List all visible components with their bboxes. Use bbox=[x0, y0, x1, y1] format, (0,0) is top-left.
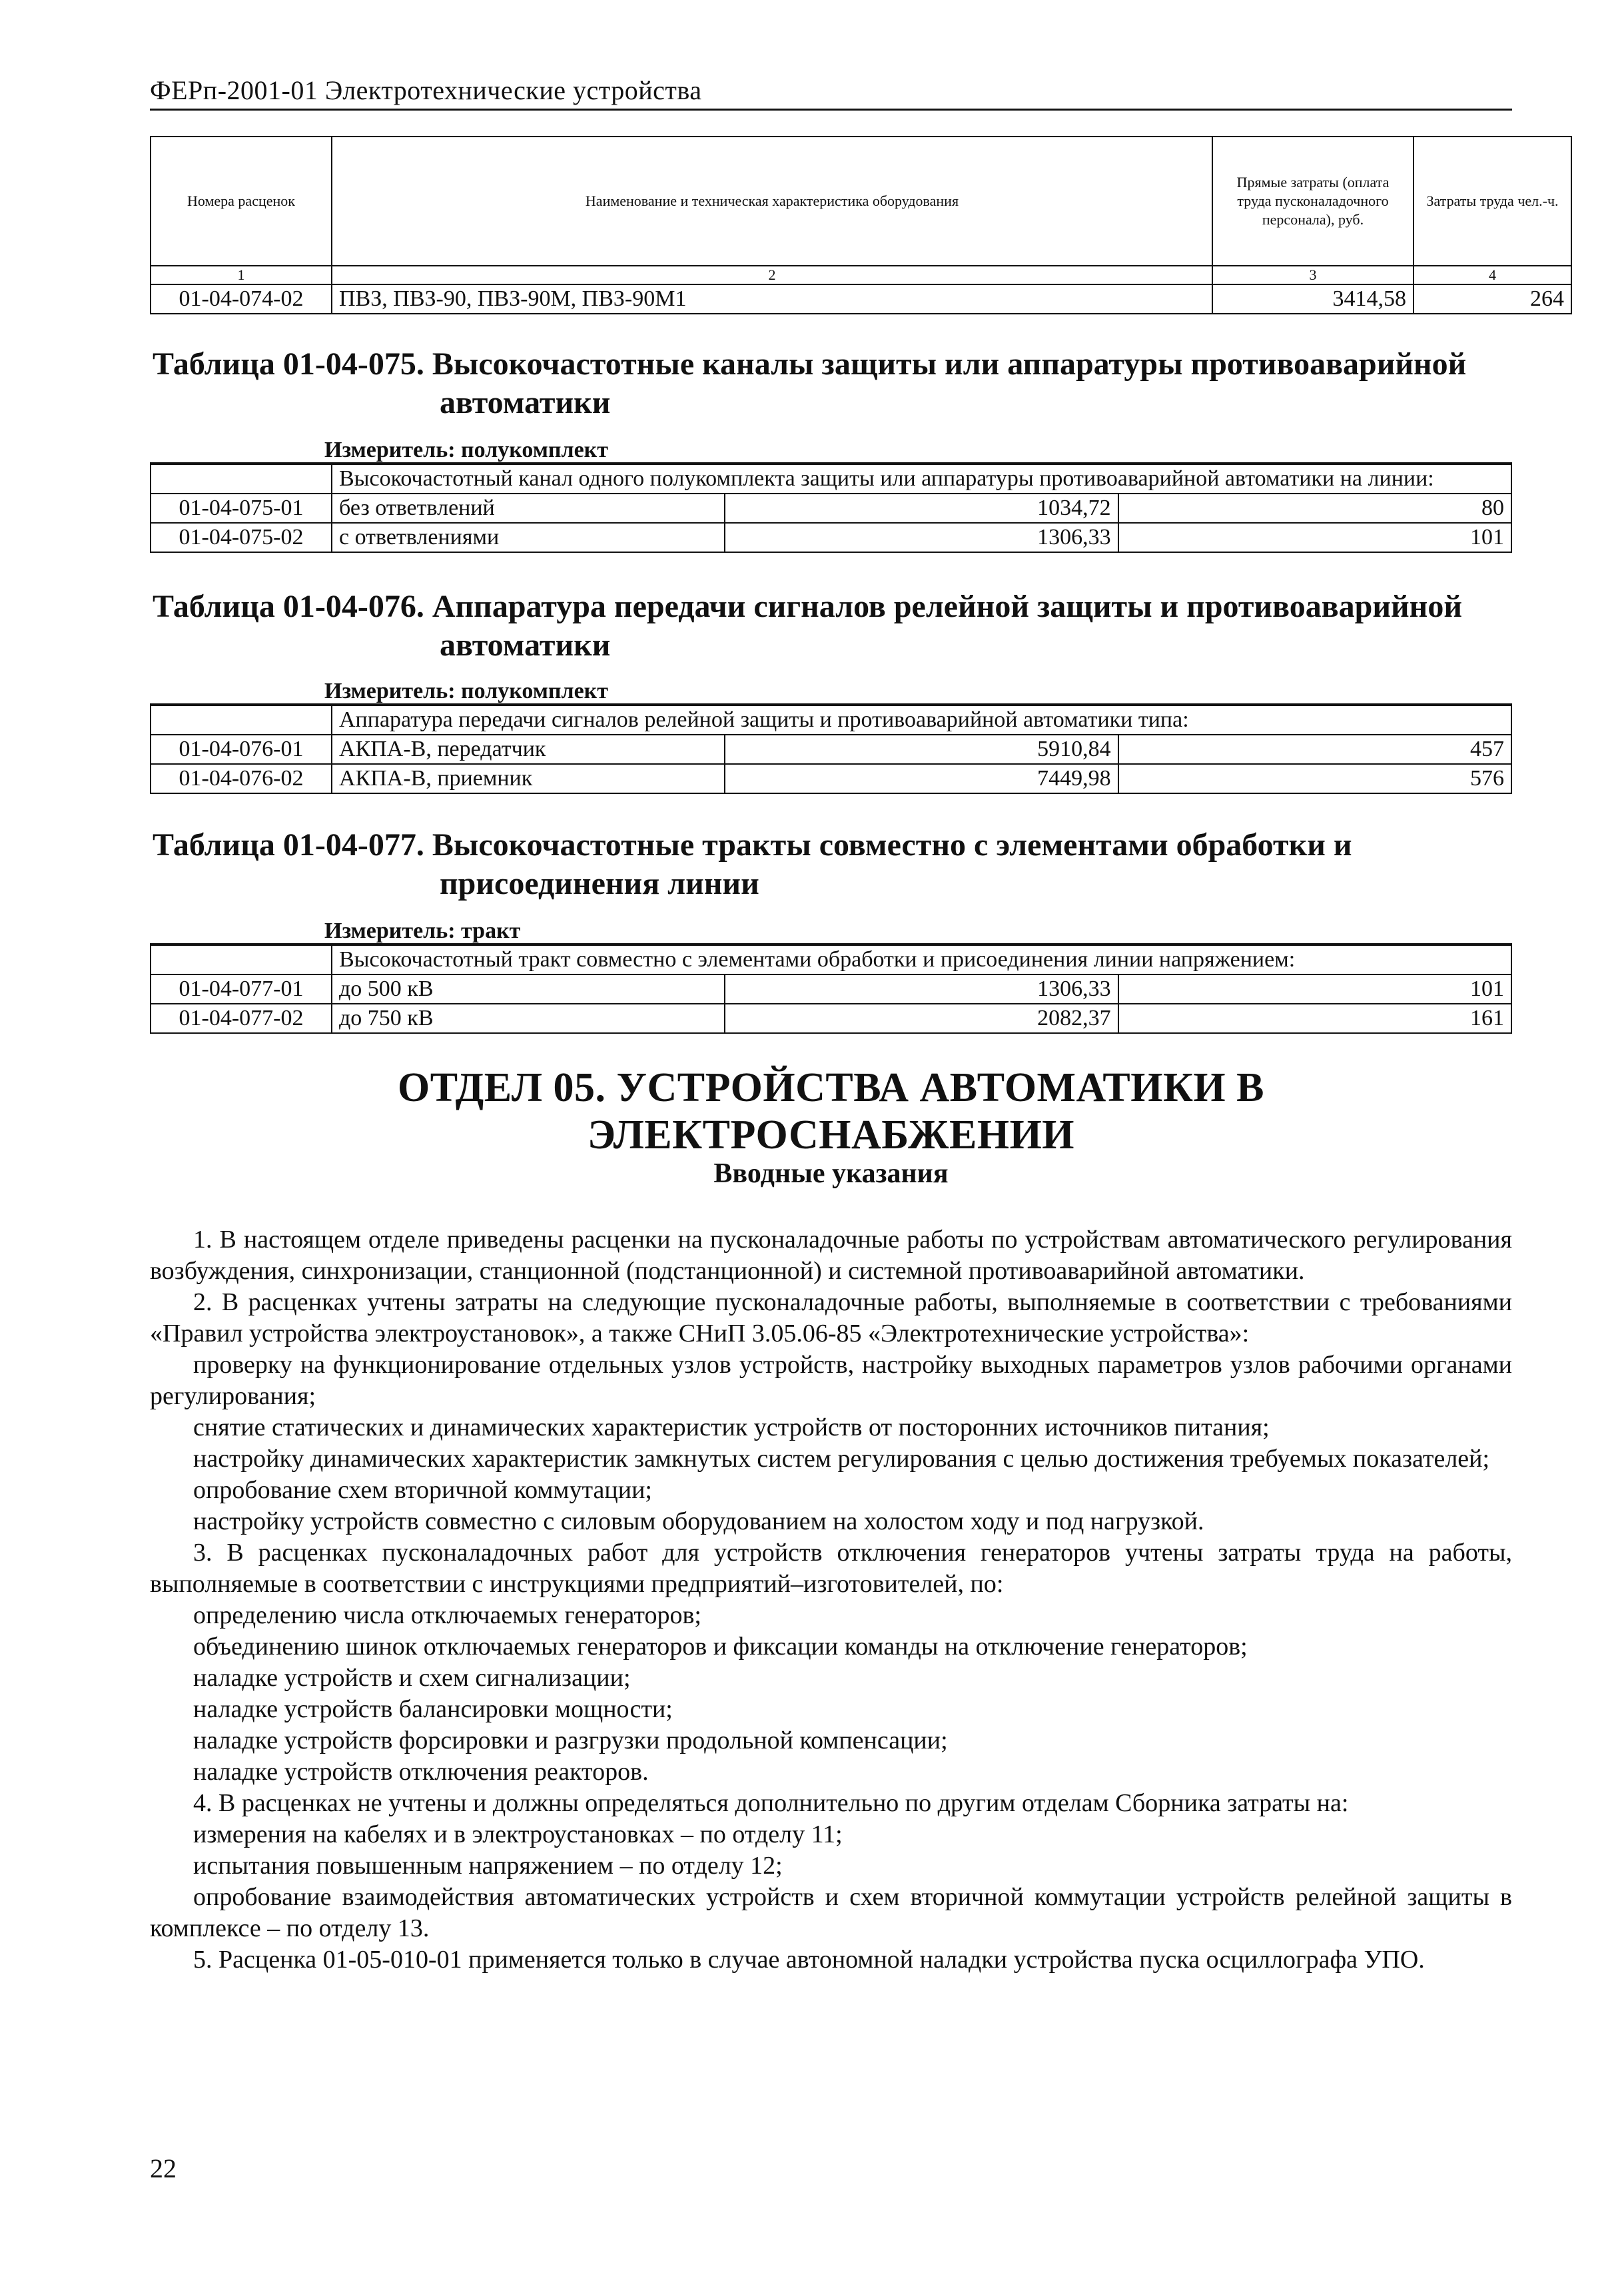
row-code: 01-04-076-01 bbox=[151, 735, 332, 764]
paragraph: наладке устройств форсировки и разгрузки продольной компенсации; bbox=[193, 1726, 948, 1754]
measure-row bbox=[150, 918, 1512, 945]
row-cost: 5910,84 bbox=[725, 735, 1118, 764]
row-labor: 457 bbox=[1118, 735, 1511, 764]
row-labor: 101 bbox=[1118, 974, 1511, 1004]
table-075-title bbox=[150, 345, 1512, 422]
row-labor: 80 bbox=[1118, 494, 1511, 523]
paragraph: опробование схем вторичной коммутации; bbox=[193, 1476, 652, 1504]
table-title-line: Таблица 01-04-077. Высокочастотные тракты совместно с элементами обработки и bbox=[153, 827, 1352, 863]
measure-row bbox=[150, 437, 1512, 464]
table-row bbox=[151, 974, 1511, 1004]
row-labor: 264 bbox=[1414, 284, 1571, 314]
measure-label: Измеритель: полукомплект bbox=[324, 438, 608, 462]
row-code: 01-04-074-02 bbox=[151, 284, 332, 314]
paragraph: объединению шинок отключаемых генераторов и фиксации команды на отключение генераторов; bbox=[193, 1633, 1248, 1661]
row-name: АКПА-В, передатчик bbox=[332, 735, 725, 764]
paragraph: 1. В настоящем отделе приведены расценки на пусконаладочные работы по устройствам автоматического регулирования возбуждения, синхронизации, станционной (подстанционной) и системной противоаварийной автоматики. bbox=[150, 1226, 1512, 1285]
measure-row bbox=[150, 678, 1512, 705]
paragraph: проверку на функционирование отдельных узлов устройств, настройку выходных параметров узлов рабочими органами регулирования; bbox=[150, 1351, 1512, 1410]
row-labor: 101 bbox=[1118, 523, 1511, 552]
body-text bbox=[150, 1224, 1512, 1976]
running-head: ФЕРп-2001-01 Электротехнические устройства bbox=[150, 75, 702, 105]
paragraph: наладке устройств балансировки мощности; bbox=[193, 1695, 673, 1723]
paragraph: опробование взаимодействия автоматических устройств и схем вторичной коммутации устройств релейной защиты в комплексе – по отделу 13. bbox=[150, 1883, 1512, 1942]
table-title-line: присоединения линии bbox=[440, 866, 759, 901]
paragraph: испытания повышенным напряжением – по отделу 12; bbox=[193, 1852, 783, 1880]
subsection-title: Вводные указания bbox=[713, 1158, 949, 1189]
row-description: Аппаратура передачи сигналов релейной защиты и противоаварийной автоматики типа: bbox=[332, 705, 1511, 735]
row-code: 01-04-077-02 bbox=[151, 1004, 332, 1033]
row-name: с ответвлениями bbox=[332, 523, 725, 552]
row-name: до 750 кВ bbox=[332, 1004, 725, 1033]
table-title-line: автоматики bbox=[440, 385, 611, 420]
row-cost: 1034,72 bbox=[725, 494, 1118, 523]
paragraph: 2. В расценках учтены затраты на следующие пусконаладочные работы, выполняемые в соответствии с требованиями «Правил устройства электроустановок», а также СНиП 3.05.06-85 «Электротехнические устройства»: bbox=[150, 1288, 1512, 1347]
paragraph: настройку динамических характеристик замкнутых систем регулирования с целью достижения требуемых показателей; bbox=[193, 1445, 1490, 1473]
paragraph: 5. Расценка 01-05-010-01 применяется только в случае автономной наладки устройства пуска осциллографа УПО. bbox=[193, 1946, 1425, 1974]
table-row bbox=[151, 945, 1511, 974]
paragraph: 4. В расценках не учтены и должны определяться дополнительно по другим отделам Сборника затраты на: bbox=[193, 1789, 1349, 1817]
header-table bbox=[150, 136, 1572, 314]
row-description: Высокочастотный канал одного полукомплекта защиты или аппаратуры противоаварийной автоматики на линии: bbox=[332, 464, 1511, 494]
paragraph: наладке устройств отключения реакторов. bbox=[193, 1758, 649, 1786]
header-labor: Затраты труда чел.-ч. bbox=[1414, 137, 1571, 266]
table-title-line: Таблица 01-04-076. Аппаратура передачи сигналов релейной защиты и противоаварийной bbox=[153, 589, 1462, 624]
table-076-title bbox=[150, 587, 1512, 665]
paragraph: измерения на кабелях и в электроустановках – по отделу 11; bbox=[193, 1820, 843, 1848]
column-number: 2 bbox=[332, 266, 1212, 284]
paragraph: наладке устройств и схем сигнализации; bbox=[193, 1664, 631, 1692]
row-cost: 3414,58 bbox=[1212, 284, 1414, 314]
row-name: ПВЗ, ПВЗ-90, ПВЗ-90М, ПВЗ-90М1 bbox=[332, 284, 1212, 314]
header-name: Наименование и техническая характеристика оборудования bbox=[332, 137, 1212, 266]
table-row bbox=[151, 764, 1511, 793]
table-row bbox=[151, 735, 1511, 764]
row-cost: 1306,33 bbox=[725, 974, 1118, 1004]
measure-label: Измеритель: тракт bbox=[324, 919, 521, 943]
row-labor: 161 bbox=[1118, 1004, 1511, 1033]
row-name: до 500 кВ bbox=[332, 974, 725, 1004]
table-row bbox=[151, 464, 1511, 494]
table-row bbox=[151, 523, 1511, 552]
row-code: 01-04-076-02 bbox=[151, 764, 332, 793]
row-code: 01-04-075-02 bbox=[151, 523, 332, 552]
paragraph: настройку устройств совместно с силовым оборудованием на холостом ходу и под нагрузкой. bbox=[193, 1507, 1204, 1535]
table-075 bbox=[150, 464, 1512, 553]
column-number: 1 bbox=[151, 266, 332, 284]
column-number: 4 bbox=[1414, 266, 1571, 284]
header-cost: Прямые затраты (оплата труда пусконаладочного персонала), руб. bbox=[1212, 137, 1414, 266]
table-076 bbox=[150, 705, 1512, 794]
table-row bbox=[151, 494, 1511, 523]
row-name: без ответвлений bbox=[332, 494, 725, 523]
page-number: 22 bbox=[150, 2153, 177, 2183]
table-title-line: Таблица 01-04-075. Высокочастотные каналы защиты или аппаратуры противоаварийной bbox=[153, 346, 1467, 382]
row-cost: 7449,98 bbox=[725, 764, 1118, 793]
table-row bbox=[151, 705, 1511, 735]
running-head-rule bbox=[150, 109, 1512, 111]
row-cost: 1306,33 bbox=[725, 523, 1118, 552]
row-code: 01-04-075-01 bbox=[151, 494, 332, 523]
table-077-title bbox=[150, 826, 1512, 903]
table-title-line: автоматики bbox=[440, 627, 611, 663]
section-title: ОТДЕЛ 05. УСТРОЙСТВА АВТОМАТИКИ В ЭЛЕКТРОСНАБЖЕНИИ bbox=[397, 1065, 1265, 1158]
paragraph: 3. В расценках пусконаладочных работ для устройств отключения генераторов учтены затраты труда на работы, выполняемые в соответствии с инструкциями предприятий–изготовителей, по: bbox=[150, 1539, 1512, 1598]
row-labor: 576 bbox=[1118, 764, 1511, 793]
row-code: 01-04-077-01 bbox=[151, 974, 332, 1004]
column-number-row bbox=[151, 266, 1571, 284]
row-name: АКПА-В, приемник bbox=[332, 764, 725, 793]
row-description: Высокочастотный тракт совместно с элементами обработки и присоединения линии напряжением: bbox=[332, 945, 1511, 974]
column-number: 3 bbox=[1212, 266, 1414, 284]
paragraph: снятие статических и динамических характеристик устройств от посторонних источников питания; bbox=[193, 1413, 1270, 1441]
table-row bbox=[151, 1004, 1511, 1033]
table-077 bbox=[150, 945, 1512, 1034]
header-code: Номера расценок bbox=[151, 137, 332, 266]
row-cost: 2082,37 bbox=[725, 1004, 1118, 1033]
table-row bbox=[151, 284, 1571, 314]
paragraph: определению числа отключаемых генераторов; bbox=[193, 1601, 701, 1629]
measure-label: Измеритель: полукомплект bbox=[324, 679, 608, 703]
table-header-row bbox=[151, 137, 1571, 266]
